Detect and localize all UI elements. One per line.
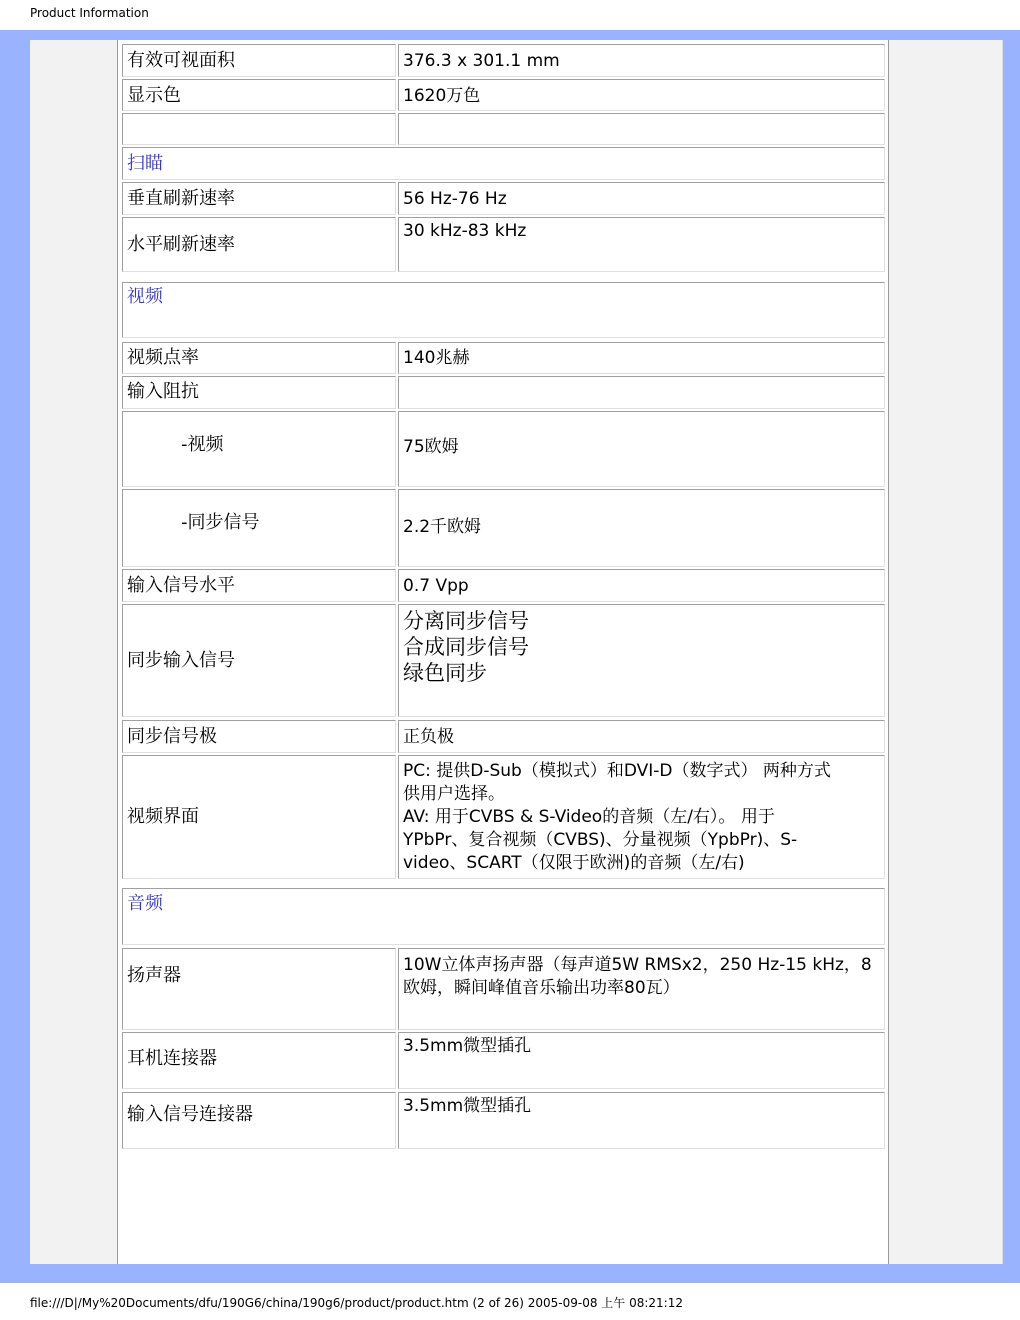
sync-input-value: 合成同步信号: [403, 635, 529, 659]
sync-polarity-label: 同步信号极: [127, 726, 217, 747]
table-row: [122, 79, 885, 111]
impedance-video-label: -视频: [181, 434, 224, 455]
video-interface-line: YPbPr、复合视频（CVBS)、分量视频（YpbPr)、S-: [403, 830, 798, 850]
display-colors-value: 1620万色: [403, 86, 481, 106]
speaker-line: 10W立体声扬声器（每声道5W RMSx2，250 Hz-15 kHz，8: [403, 955, 872, 975]
table-row: [122, 411, 885, 487]
table-row: [122, 604, 885, 717]
vertical-refresh-value: 56 Hz-76 Hz: [403, 189, 507, 209]
viewable-area-value: 376.3 x 301.1 mm: [403, 51, 560, 71]
viewable-area-label: 有效可视面积: [127, 50, 235, 71]
sync-input-label: 同步输入信号: [127, 650, 235, 671]
impedance-sync-label: -同步信号: [181, 512, 260, 533]
video-dot-rate-value: 140兆赫: [403, 348, 470, 368]
table-row: [122, 44, 885, 77]
section-row: [122, 147, 885, 180]
page-frame: [0, 30, 1020, 1283]
speaker-line: 欧姆，瞬间峰值音乐输出功率80瓦）: [403, 978, 680, 998]
table-row: [122, 217, 885, 272]
table-row: [122, 1032, 885, 1089]
print-footer: file:///D|/My%20Documents/dfu/190G6/china/190g6/product/product.htm (2 of 26) 2005-09-08 上午 08:21:12: [30, 1296, 683, 1310]
table-row: [122, 342, 885, 374]
horizontal-refresh-value: 30 kHz-83 kHz: [403, 221, 527, 241]
input-impedance-label: 输入阻抗: [127, 381, 199, 402]
video-interface-line: AV: 用于CVBS & S-Video的音频（左/右）。 用于: [403, 807, 775, 827]
content-area: [30, 40, 1003, 1264]
table-row: [122, 489, 885, 567]
scanning-section-title: 扫瞄: [127, 153, 163, 174]
video-section-title: 视频: [127, 286, 163, 307]
table-row: [122, 948, 885, 1030]
table-row: [122, 376, 885, 409]
spec-table: [117, 40, 889, 1264]
impedance-sync-value: 2.2千欧姆: [403, 517, 482, 537]
display-colors-label: 显示色: [127, 85, 181, 106]
video-interface-line: 供用户选择。: [403, 784, 505, 804]
section-row: [122, 282, 885, 338]
impedance-video-value: 75欧姆: [403, 437, 459, 457]
table-row: [122, 569, 885, 602]
section-row: [122, 888, 885, 945]
table-row: [122, 182, 885, 215]
table-row-empty: [122, 113, 885, 145]
audio-section-title: 音频: [127, 893, 163, 914]
vertical-refresh-label: 垂直刷新速率: [127, 188, 235, 209]
print-header: Product Information: [30, 6, 149, 20]
video-interface-line: PC: 提供D-Sub（模拟式）和DVI-D（数字式） 两种方式: [403, 761, 831, 781]
video-interface-line: video、SCART（仅限于欧洲)的音频（左/右): [403, 853, 745, 873]
table-row: [122, 720, 885, 753]
table-row: [122, 755, 885, 879]
headphone-label: 耳机连接器: [127, 1048, 217, 1069]
sync-input-value: 分离同步信号: [403, 609, 529, 633]
video-interface-label: 视频界面: [127, 806, 199, 827]
input-connector-value: 3.5mm微型插孔: [403, 1096, 532, 1116]
input-connector-label: 输入信号连接器: [127, 1104, 253, 1125]
input-signal-level-label: 输入信号水平: [127, 575, 235, 596]
video-dot-rate-label: 视频点率: [127, 347, 199, 368]
horizontal-refresh-label: 水平刷新速率: [127, 234, 235, 255]
speaker-label: 扬声器: [127, 965, 181, 986]
sync-polarity-value: 正负极: [403, 727, 454, 747]
headphone-value: 3.5mm微型插孔: [403, 1036, 532, 1056]
input-signal-level-value: 0.7 Vpp: [403, 576, 469, 596]
table-row: [122, 1092, 885, 1149]
sync-input-value: 绿色同步: [403, 661, 487, 685]
